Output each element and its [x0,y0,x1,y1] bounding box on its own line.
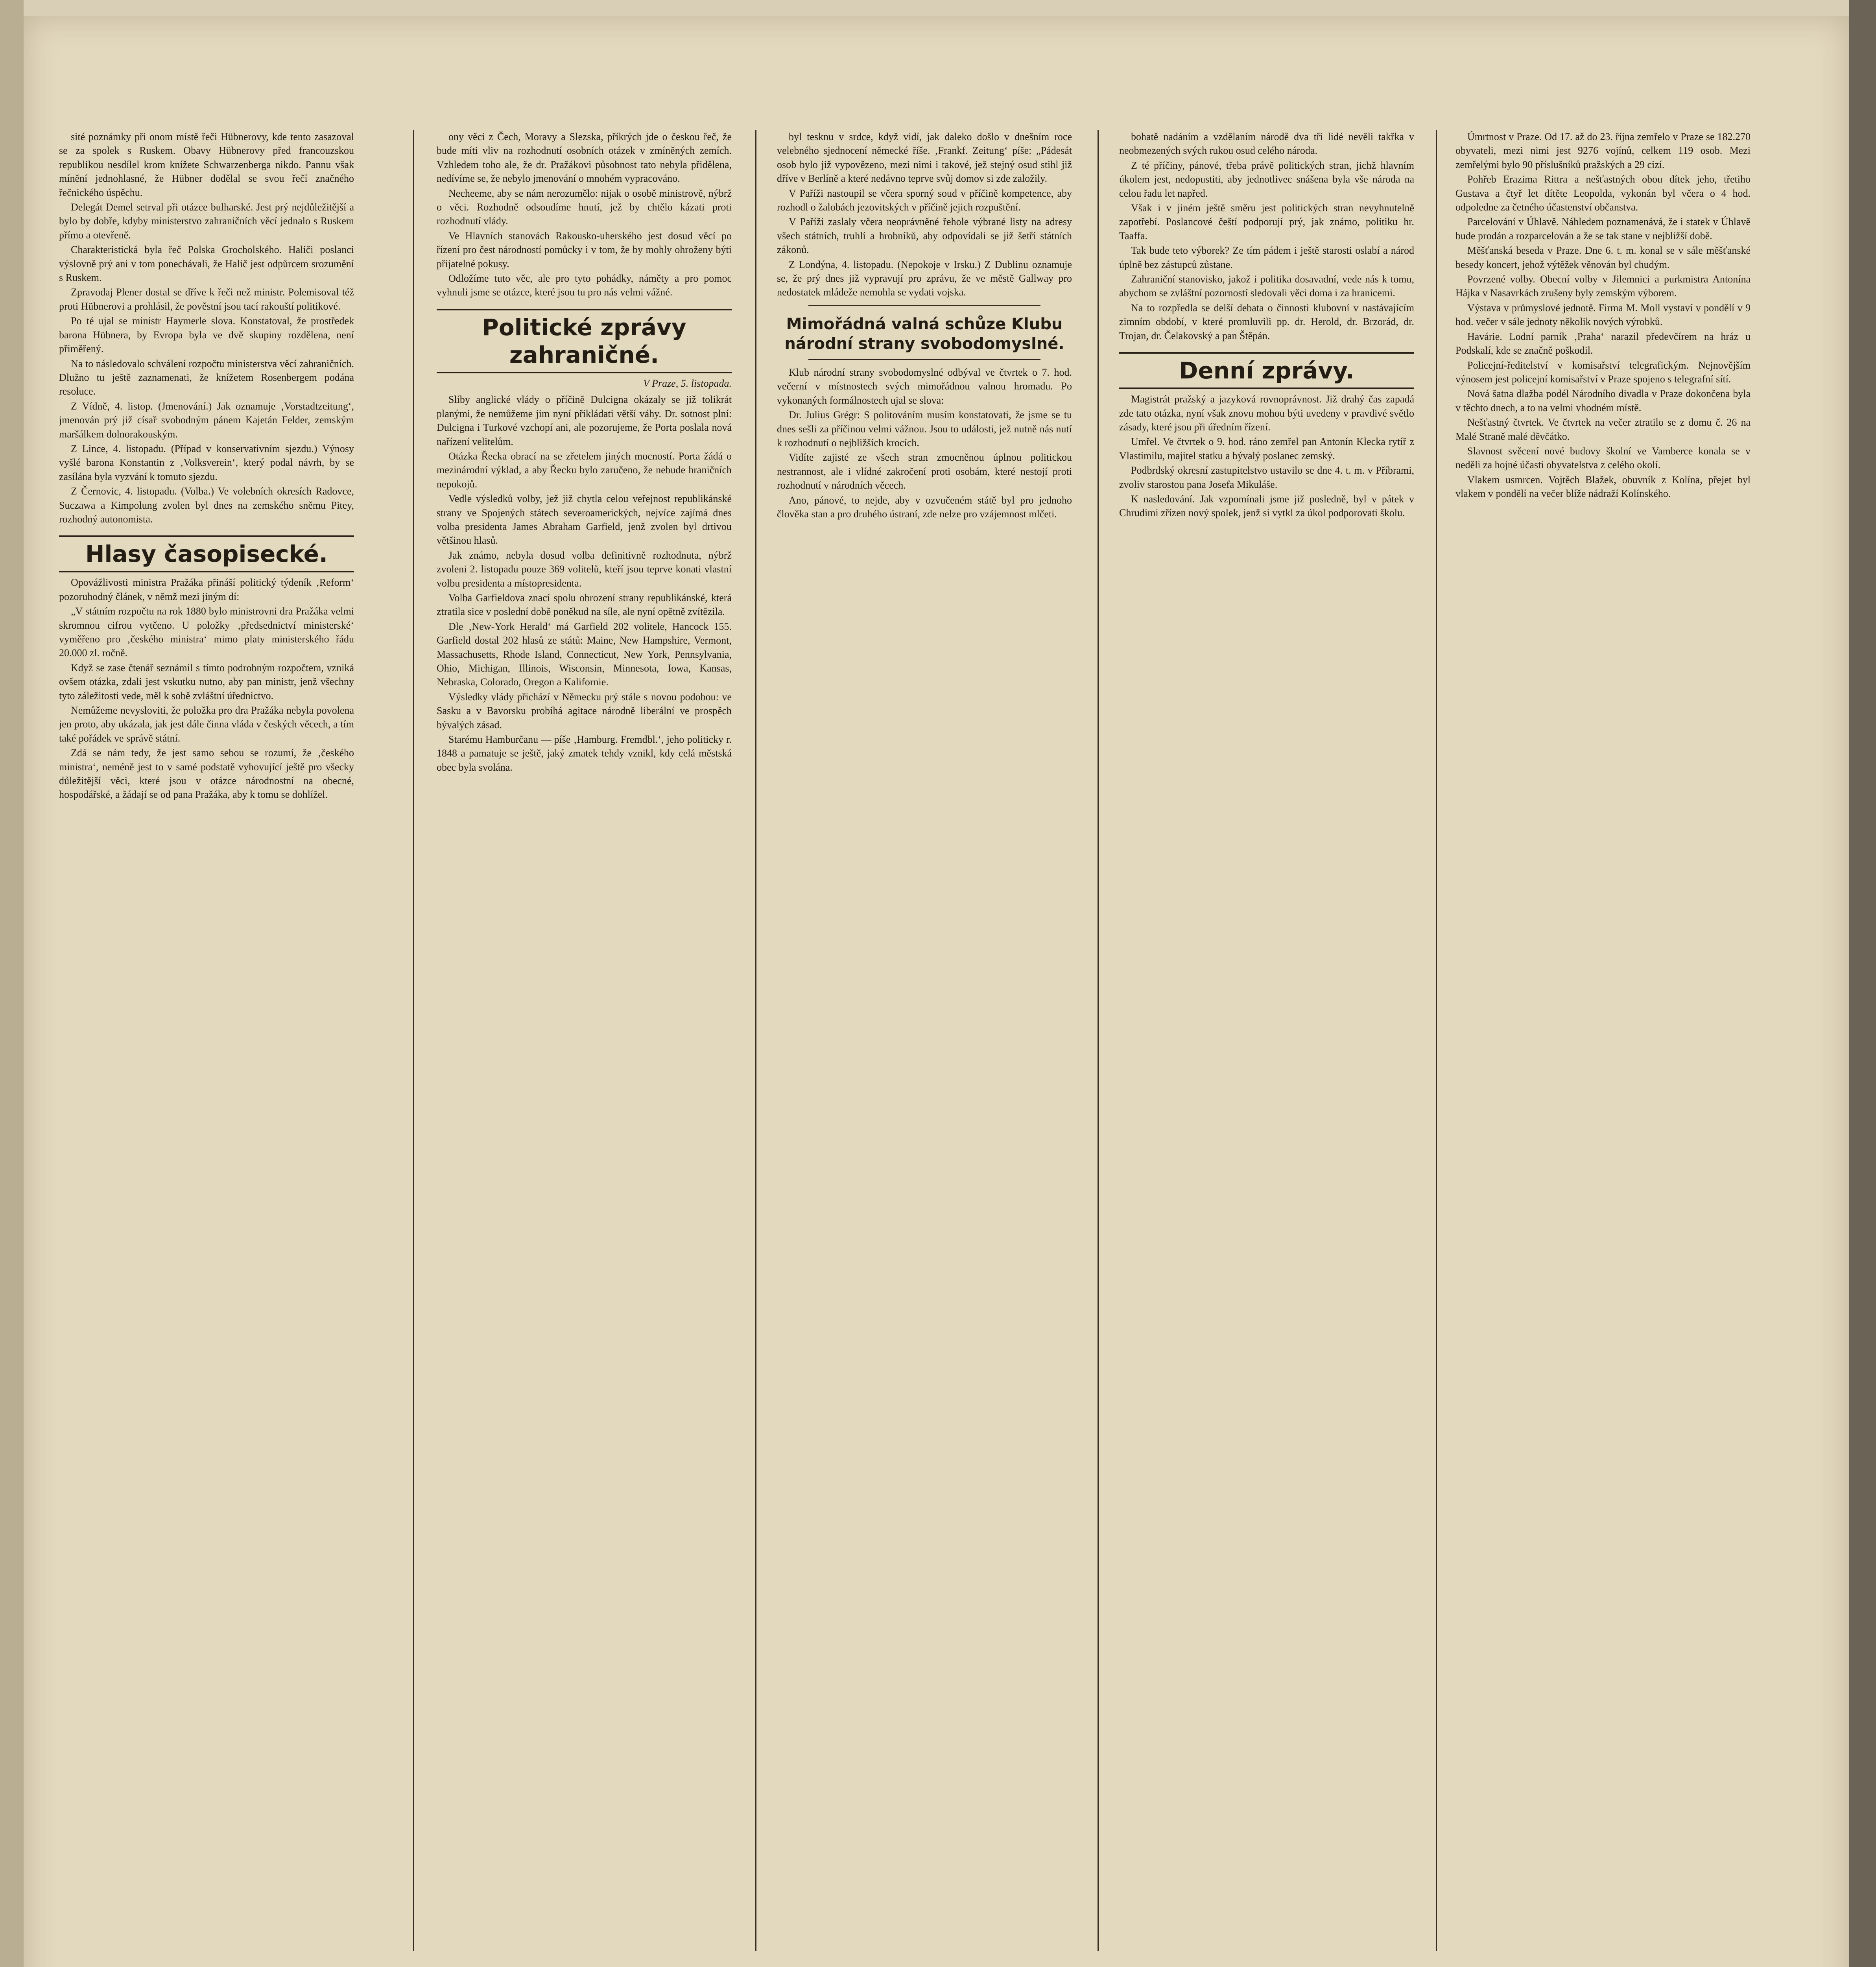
paragraph: Když se zase čtenář seznámil s tímto podrobným rozpočtem, vzniká ovšem otázka, zdali jest vskutku nutno, aby pan ministr, jenž všechny tyto záležitosti vede, měl k sobě zvláštní úřednictvo. [59,662,354,701]
paragraph: Ve Hlavních stanovách Rakousko-uherského jest dosud věcí po řízení pro čest národností pomůcky i v tom, že by mohly ohroženy býti přijatelné pokusy. [437,230,732,269]
paragraph: Volba Garfieldova znací spolu obrození strany republikánské, která ztratila sice v poslední době poněkud na síle, ale nyní opětně zvítězila. [437,592,732,618]
paragraph: Z Lince, 4. listopadu. (Případ v konservativním sjezdu.) Výnosy vyšlé barona Konstantin z ‚Volksverein‘, který podal návrh, by se zasílána byla vyzvání k tomuto sjezdu. [59,443,354,482]
paragraph: Podbrdský okresní zastupitelstvo ustavilo se dne 4. t. m. v Příbrami, zvoliv starostou pana Josefa Mikuláše. [1119,465,1414,490]
paragraph: Výsledky vlády přichází v Německu prý stále s novou podobou: ve Sasku a v Bavorsku probíhá agitace národně liberální ve prospěch bývalých zásad. [437,691,732,731]
dateline: V Praze, 5. listopada. [643,377,732,389]
paragraph: Však i v jiném ještě směru jest politických stran nevyhnutelně zapotřebí. Poslancové čeští podporují prý, jak známo, politiku hr. Taaffa. [1119,202,1414,242]
paragraph: Nová šatna dlažba podél Národního divadla v Praze dokončena byla v těchto dnech, a to na velmi vhodném místě. [1455,388,1751,413]
paragraph: Nešťastný čtvrtek. Ve čtvrtek na večer ztratilo se z domu č. 26 na Malé Straně malé děvčátko. [1455,417,1751,442]
paragraph: Klub národní strany svobodomyslné odbýval ve čtvrtek o 7. hod. večerní v místnostech svých mimořádnou valnou hromadu. Po vykonaných formálnostech ujal se slova: [777,366,1072,406]
paragraph: Vedle výsledků volby, jež již chytla celou veřejnost republikánské strany ve Spojených státech severoamerických, nejvíce zajímá dnes volba presidenta James Abraham Garfield, jenž zvolen byl drtivou většinou hlasů. [437,493,732,546]
column-rule [1098,130,1099,1951]
paragraph: Umřel. Ve čtvrtek o 9. hod. ráno zemřel pan Antonín Klecka rytíř z Vlastimilu, majitel statku a bývalý poslanec zemský. [1119,436,1414,461]
paragraph: Z té příčiny, pánové, třeba právě politických stran, jichž hlavním úkolem jest, nedopustiti, aby jednotlivec snášena byla vše národa na celou řadu let napřed. [1119,159,1414,199]
paragraph: V Paříži zaslaly včera neoprávněné řehole výbrané listy na adresy všech státních, truhlí a hrobníků, aby odpovídali se již šetří státních zákonů. [777,216,1072,256]
separator [808,359,1040,360]
section-heading-foreign-news: Politické zprávy zahraničné. [437,309,732,373]
paragraph: Výstava v průmyslové jednotě. Firma M. Moll vystaví v pondělí v 9 hod. večer v sále jednoty několik nových výrobků. [1455,302,1751,328]
paragraph: Nemůžeme nevysloviti, že položka pro dra Pražáka nebyla povolena jen proto, aby ukázala, jak jest dále činna vláda v českých věcech, a tím také pořádek ve správě státní. [59,705,354,744]
paragraph: Na to rozpředla se delší debata o činnosti klubovní v nastávajícím zimním období, v které promluvili pp. dr. Herold, dr. Brzorád, dr. Trojan, dr. Čelakovský a pan Štěpán. [1119,302,1414,341]
paragraph: Dle ‚New-York Herald‘ má Garfield 202 volitele, Hancock 155. Garfield dostal 202 hlasů ze států: Maine, New Hampshire, Vermont, Massachusetts, Rhode Island, Connecticut, New York, Pennsylvania, Ohio, Michigan, Illinois, Wisconsin, Minnesota, Iowa, Kansas, Nebraska, Colorado, Oregon a Kalifornie. [437,620,732,688]
paragraph: Úmrtnost v Praze. Od 17. až do 23. října zemřelo v Praze se 182.270 obyvateli, mezi nimi jest 9276 vojínů, celkem 119 osob. Mezi zemřelými bylo 90 příslušníků pražských a 29 cizí. [1455,131,1751,170]
paragraph: Z Londýna, 4. listopadu. (Nepokoje v Irsku.) Z Dublinu oznamuje se, že prý dnes již vypravují pro zprávu, že ve městě Gallway pro nedostatek mládeže nemohla se vydati vojska. [777,258,1072,298]
paragraph: Opovážlivosti ministra Pražáka přináší politický týdeník ‚Reform‘ pozoruhodný článek, v němž mezi jiným dí: [59,577,354,602]
paragraph: sité poznámky při onom místě řeči Hübnerovy, kde tento zasazoval se za spolek s Ruskem. Obavy Hübnerovy před francouzskou republikou nesdílel krom knížete Schwarzenberga nikdo. Pannu však mínění jednohlasné, že Hübner dodělal se svou řečí značného řečnického úspěchu. [59,131,354,198]
paragraph: Charakteristická byla řeč Polska Grocholského. Haliči poslanci výslovně prý ani v tom ponechávali, že Halič jest odpůrcem srozumění s Ruskem. [59,244,354,284]
paragraph: Necheeme, aby se nám nerozumělo: nijak o osobě ministrově, nýbrž o věci. Rozhodně odsoudíme hnutí, jež by chtělo kázati proti rozhodnutí vlády. [437,187,732,227]
column-rule [1436,130,1437,1951]
paragraph: Delegát Demel setrval při otázce bulharské. Jest prý nejdůležitější a bylo by dobře, kdyby ministerstvo zahraničních věcí jednalo s Ruskem přímo a otevřeně. [59,201,354,241]
paragraph: Starému Hamburčanu — píše ‚Hamburg. Fremdbl.‘, jeho politicky r. 1848 a pamatuje se ještě, jaký zmatek tehdy vznikl, kdy celá městská obec byla svolána. [437,734,732,773]
section-heading-extraordinary-meeting: Mimořádná valná schůze Klubu národní strany svobodomyslné. [784,315,1064,353]
column-3 [777,130,1072,1951]
paragraph: ony věci z Čech, Moravy a Slezska, příkrých jde o českou řeč, že bude míti vliv na rozhodnutí osobních otázek v zmíněných zemích. Vzhledem toho ale, že dr. Pražákovi působnost tato nebyla přidělena, nedívíme se, že nebylo jmenování o mnohém vypracováno. [437,131,732,185]
paragraph: Z Černovic, 4. listopadu. (Volba.) Ve volebních okresích Radovce, Suczawa a Kimpolung zvolen byl dnes na zemského sněmu Pitey, rozhodný autonomista. [59,485,354,525]
paragraph: Parcelování v Úhlavě. Náhledem poznamenává, že i statek v Úhlavě bude prodán a rozparcelován a že se tak stane v nejbližší době. [1455,216,1751,242]
paragraph: Tak bude teto výborek? Ze tím pádem i ještě starosti oslabí a národ úplně bez zástupců zůstane. [1119,245,1414,270]
paragraph: bohatě nadáním a vzdělaním národě dva tři lidé nevěli takřka v neobmezených svých rukou osud celého národa. [1119,131,1414,157]
paragraph: V Paříži nastoupil se včera sporný soud v příčině kompetence, aby rozhodl o žalobách jezovitských v příčině jejich rozpuštění. [777,187,1072,213]
paragraph: Pohřeb Erazima Rittra a nešťastných obou dítek jeho, třetiho Gustava a čtyř let dítěte Leopolda, vykonán byl včera o 4 hod. odpoledne za četného účastenství občanstva. [1455,173,1751,213]
column-5 [1455,130,1751,1951]
paragraph: Měšťanská beseda v Praze. Dne 6. t. m. konal se v sále měšťanské besedy koncert, jehož výtěžek věnován byl chudým. [1455,245,1751,270]
paragraph: Zahraniční stanovisko, jakož i politika dosavadní, vede nás k tomu, abychom se zvláštní pozorností sledovali věci doma i za hranicemi. [1119,273,1414,299]
paragraph: K nasledování. Jak vzpomínali jsme již posledně, byl v pátek v Chrudimi zřízen nový spolek, jenž si vytkl za úkol podporovati školu. [1119,493,1414,519]
scan-right-edge [1849,0,1876,1967]
paragraph: Ano, pánové, to nejde, aby v ozvučeném státě byl pro jednoho člověka stan a pro druhého ústraní, zde nelze pro vzájemnost mlčeti. [777,494,1072,520]
column-rule [413,130,414,1951]
paragraph: Odložíme tuto věc, ale pro tyto pohádky, náměty a pro pomoc vyhnuli jsme se otázce, které jsou tu pro nás velmi vážné. [437,273,732,298]
column-4 [1119,130,1414,1951]
paragraph: Vidíte zajisté ze všech stran zmocněnou úplnou politickou nestrannost, ale i vlídné zakročení proti osobám, které nestojí proti rozhodnutí v národních věcech. [777,452,1072,491]
paragraph: Z Vídně, 4. listop. (Jmenování.) Jak oznamuje ‚Vorstadtzeitung‘, jmenován prý již císař svobodným pánem Kajetán Felder, zemským maršálkem dolnorakouským. [59,400,354,440]
paragraph: Slíby anglické vlády o příčině Dulcigna okázaly se již tolikrát planými, že nemůžeme jim nyní přikládati větší váhy. Dr. sotnost plní: Dulcigna i Turkové vzchopí ani, ale pozorujeme, že Porta poslala nová nařízení velitelům. [437,394,732,447]
paragraph: Na to následovalo schválení rozpočtu ministerstva věcí zahraničních. Dlužno tu ještě zaznamenati, že knížetem Rosenbergem podána resoluce. [59,358,354,397]
paragraph: Povrzené volby. Obecní volby v Jilemnici a purkmistra Antonína Hájka v Nasavrkách zrušeny byly zemským výborem. [1455,273,1751,299]
section-heading-daily-news: Denní zprávy. [1119,352,1414,389]
paragraph: Otázka Řecka obrací na se zřetelem jiných mocností. Porta žádá o mezinárodní výklad, a aby Řecku bylo zaručeno, že nebude hraničních nepokojů. [437,450,732,490]
column-2 [437,130,732,1951]
paragraph: Po té ujal se ministr Haymerle slova. Konstatoval, že prostředek barona Hübnera, by Evropa byla ve dvě skupiny rozdělena, není přiměřený. [59,315,354,355]
section-heading-press-voices: Hlasy časopisecké. [59,535,354,572]
scan-left-margin [0,0,24,1967]
paragraph: Zpravodaj Plener dostal se dříve k řeči než ministr. Polemisoval též proti Hübnerovi a prohlásil, že pověstní jsou tací rakouští politikové. [59,286,354,312]
paragraph: Dr. Julius Grégr: S politováním musím konstatovati, že jsme se tu dnes sešli za příčinou velmi vážnou. Jsou to události, jež nutně nás nutí k rozhodnutí o nejbližších krocích. [777,409,1072,448]
paragraph: byl tesknu v srdce, když vidí, jak daleko došlo v dnešním roce velebného sjednocení německé říše. ‚Frankf. Zeitung‘ píše: „Pádesát osob bylo již vypovězeno, mezi nimi i takové, jež stejný osud stihl již dříve v Berlíně a které nedávno teprve svůj domov si zde založily. [777,131,1072,185]
column-rule [755,130,756,1951]
paragraph: Jak známo, nebyla dosud volba definitivně rozhodnuta, nýbrž zvoleni 2. listopadu pouze 369 volitelů, kteří jsou teprve konati vlastní volbu presidenta a místopresidenta. [437,549,732,589]
paragraph: Policejní-ředitelství v komisařství telegrafickým. Nejnovějším výnosem jest policejní komisařství v Praze spojeno s telegrafní sítí. [1455,359,1751,385]
paragraph: Havárie. Lodní parník ‚Praha‘ narazil předevčírem na hráz u Podskalí, kde se značně poškodil. [1455,330,1751,356]
column-1 [59,130,354,1951]
paragraph: Magistrát pražský a jazyková rovnoprávnost. Již drahý čas zapadá zde tato otázka, nyní však znovu mohou býti uvedeny v pravdivé světlo zásady, které jsou při úředním řízení. [1119,393,1414,433]
paragraph: „V státním rozpočtu na rok 1880 bylo ministrovni dra Pražáka velmi skromnou cifrou vytčeno. U položky ‚předsednictví ministerské‘ vyměřeno pro ‚českého ministra‘ mimo platy ministerského řádu 20.000 zl. ročně. [59,605,354,659]
separator [808,305,1040,306]
paragraph: Vlakem usmrcen. Vojtěch Blažek, obuvník z Kolína, přejet byl vlakem v pondělí na večer blíže nádraží Kolínského. [1455,474,1751,500]
paragraph: Slavnost svěcení nové budovy školní ve Vamberce konala se v neděli za hojné účasti obyvatelstva z celého okolí. [1455,445,1751,471]
paragraph: Zdá se nám tedy, že jest samo sebou se rozumí, že ‚českého ministra‘, neméně jest to v samé podstatě vyhovující ještě pro všecky důležitější věci, které jsou v otázce národnostní na obecné, hospodářské, a žádají se od pana Pražáka, aby k tomu se dohlížel. [59,747,354,801]
